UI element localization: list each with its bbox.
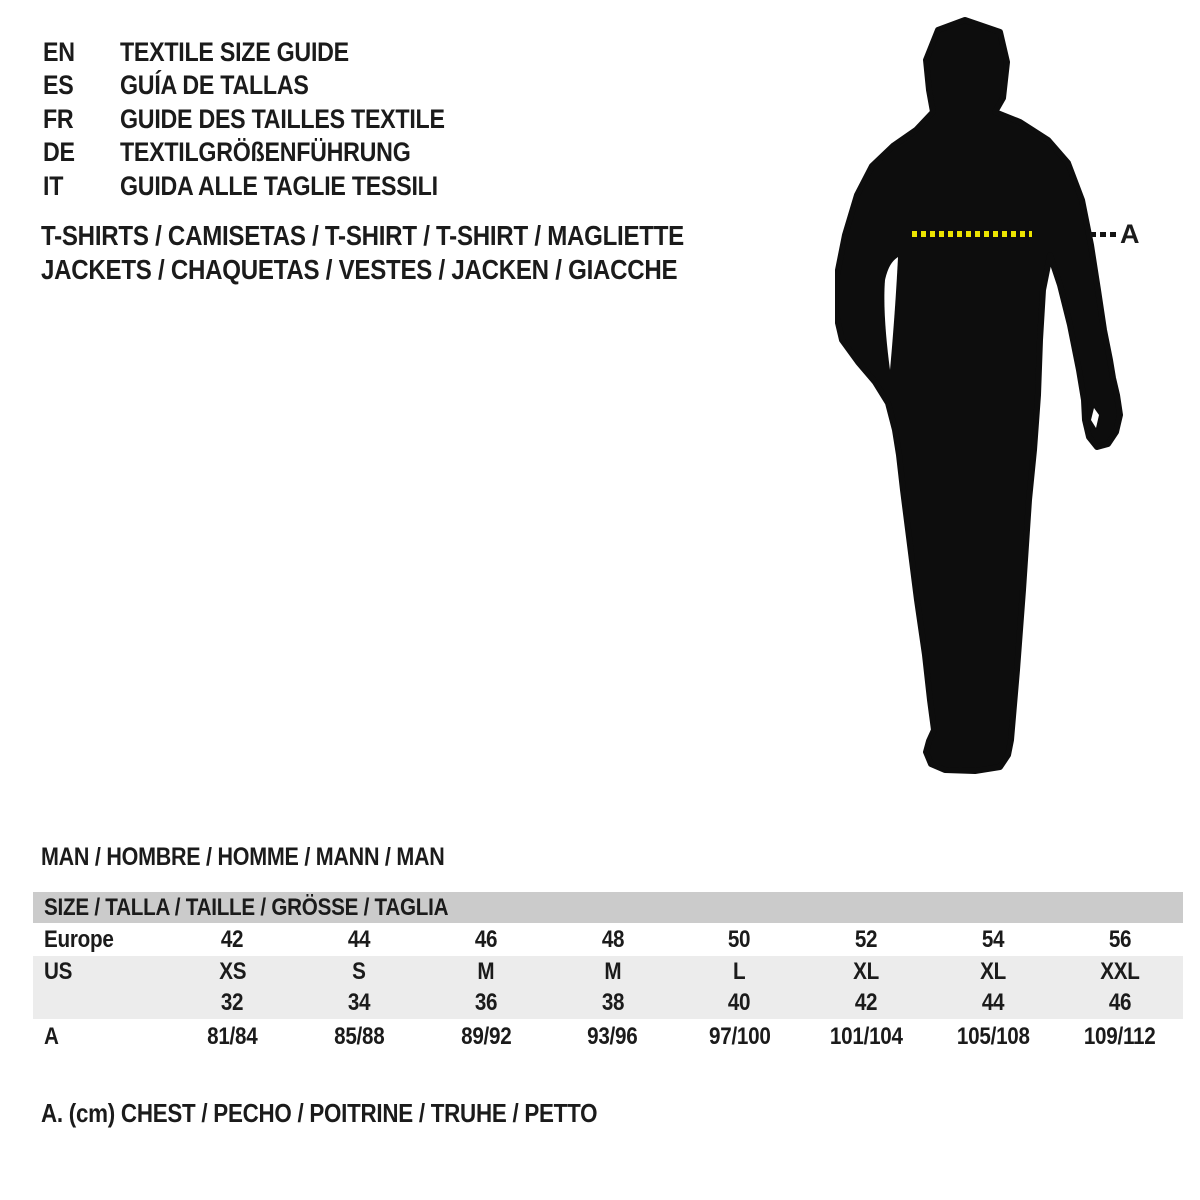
language-code: EN xyxy=(43,37,75,67)
size-table-header-bar xyxy=(33,892,1183,923)
chest-measure-dotted-line xyxy=(912,231,1032,237)
language-code: DE xyxy=(43,137,75,168)
table-row-us-numbers: 32 34 36 38 40 42 44 46 xyxy=(33,988,1183,1020)
language-title: TEXTILE SIZE GUIDE xyxy=(120,37,349,67)
table-row-europe: Europe 42 44 46 48 50 52 54 56 xyxy=(44,925,1131,953)
language-title: TEXTILGRÖßENFÜHRUNG xyxy=(120,137,411,168)
language-title: GUIDA ALLE TAGLIE TESSILI xyxy=(120,170,438,201)
language-row xyxy=(43,136,498,169)
language-row xyxy=(43,69,498,102)
row-label: A xyxy=(44,1022,59,1050)
size-table xyxy=(33,892,1183,1054)
language-row xyxy=(43,103,498,136)
language-row xyxy=(43,170,498,203)
category-line-jackets: JACKETS / CHAQUETAS / VESTES / JACKEN / GIACCHE xyxy=(41,253,678,285)
language-title: GUÍA DE TALLAS xyxy=(120,70,309,101)
category-line-tshirts: T-SHIRTS / CAMISETAS / T-SHIRT / T-SHIRT / MAGLIETTE xyxy=(41,220,684,251)
section-title-man: MAN / HOMBRE / HOMME / MANN / MAN xyxy=(41,843,445,871)
table-row-us-letters: US XS S M M L XL XL XXL xyxy=(33,956,1183,988)
language-title: GUIDE DES TAILLES TEXTILE xyxy=(120,103,445,134)
category-block xyxy=(41,219,789,286)
measurement-legend: A. (cm) CHEST / PECHO / POITRINE / TRUHE / PETTO xyxy=(41,1098,598,1128)
row-label: Europe xyxy=(44,925,114,953)
language-code: FR xyxy=(43,103,74,134)
measure-leader-dashes xyxy=(1090,232,1118,237)
language-code: IT xyxy=(43,170,64,201)
measure-label-a: A xyxy=(1120,219,1140,249)
language-code: ES xyxy=(43,70,74,101)
man-silhouette-image xyxy=(835,15,1125,775)
row-label: US xyxy=(44,957,73,985)
table-row-chest-cm: A 81/84 85/88 89/92 93/96 97/100 101/104 105/108 109/112 xyxy=(44,1022,1156,1050)
language-row xyxy=(43,36,498,69)
language-title-block xyxy=(43,36,498,203)
size-table-header-label: SIZE / TALLA / TAILLE / GRÖSSE / TAGLIA xyxy=(44,894,449,921)
